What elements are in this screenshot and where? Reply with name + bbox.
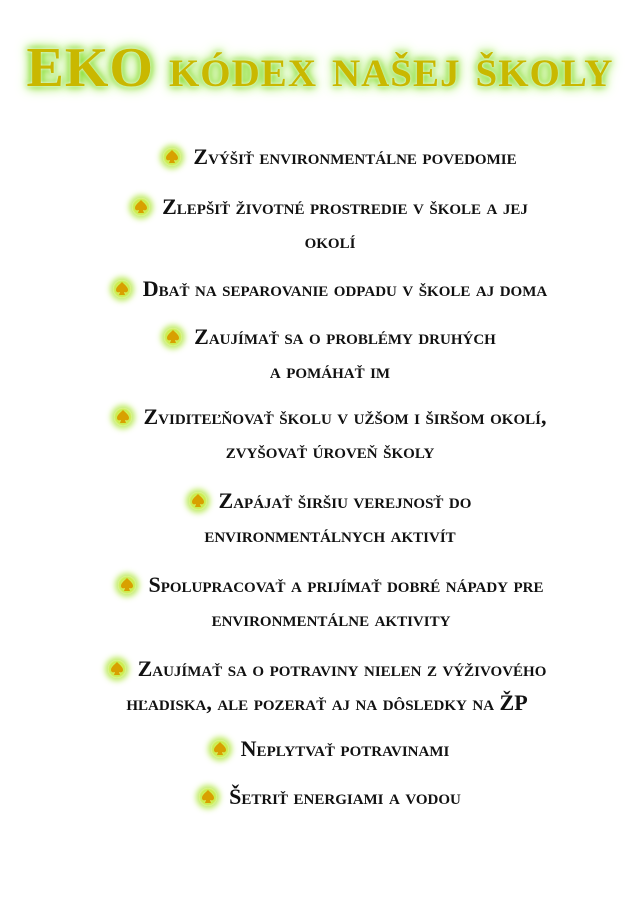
spade-bullet-icon	[199, 788, 217, 806]
code-item-9	[150, 732, 510, 766]
spade-bullet-icon	[114, 408, 132, 426]
code-item-2	[60, 190, 600, 258]
code-item-text-continued: hľadiska, ale pozerať aj na dôsledky na ŽP	[126, 690, 528, 715]
code-item-6	[130, 484, 530, 552]
code-item-8	[22, 652, 632, 720]
spade-bullet-icon	[108, 660, 126, 678]
code-item-3	[30, 272, 630, 306]
code-item-7	[36, 568, 626, 636]
code-item-text-continued: a pomáhať im	[269, 358, 391, 383]
code-item-text-continued: environmentálnych aktivít	[204, 522, 456, 547]
code-item-text: Neplytvať potravinami	[240, 736, 450, 761]
spade-bullet-icon	[118, 576, 136, 594]
code-item-text-continued: zvyšovať úroveň školy	[225, 438, 435, 463]
code-item-text: Zaujímať sa o problémy druhých	[194, 324, 496, 349]
code-item-text: Dbať na separovanie odpadu v škole aj doma	[142, 276, 548, 301]
spade-bullet-icon	[113, 280, 131, 298]
code-item-text: Šetriť energiami a vodou	[229, 784, 461, 809]
code-item-4	[100, 320, 560, 388]
code-item-5	[40, 400, 620, 468]
code-item-text-continued: okolí	[304, 228, 356, 253]
code-item-text: Zlepšiť životné prostredie v škole a jej	[162, 194, 528, 219]
code-item-1	[90, 140, 590, 174]
spade-bullet-icon	[163, 148, 181, 166]
spade-bullet-icon	[132, 198, 150, 216]
code-item-text: Zapájať širšiu verejnosť do	[218, 488, 472, 513]
code-item-text: Zviditeľňovať školu v užšom i širšom okolí,	[143, 404, 547, 429]
code-item-text: Zvýšiť environmentálne povedomie	[193, 144, 517, 169]
code-item-text: Spolupracovať a prijímať dobré nápady pre	[148, 572, 544, 597]
spade-bullet-icon	[189, 492, 207, 510]
spade-bullet-icon	[211, 740, 229, 758]
code-item-text-continued: environmentálne aktivity	[211, 606, 451, 631]
spade-bullet-icon	[164, 328, 182, 346]
page-title: EKO kódex našej školy	[26, 37, 614, 99]
code-item-10	[140, 780, 520, 814]
code-item-text: Zaujímať sa o potraviny nielen z výživového	[137, 656, 547, 681]
